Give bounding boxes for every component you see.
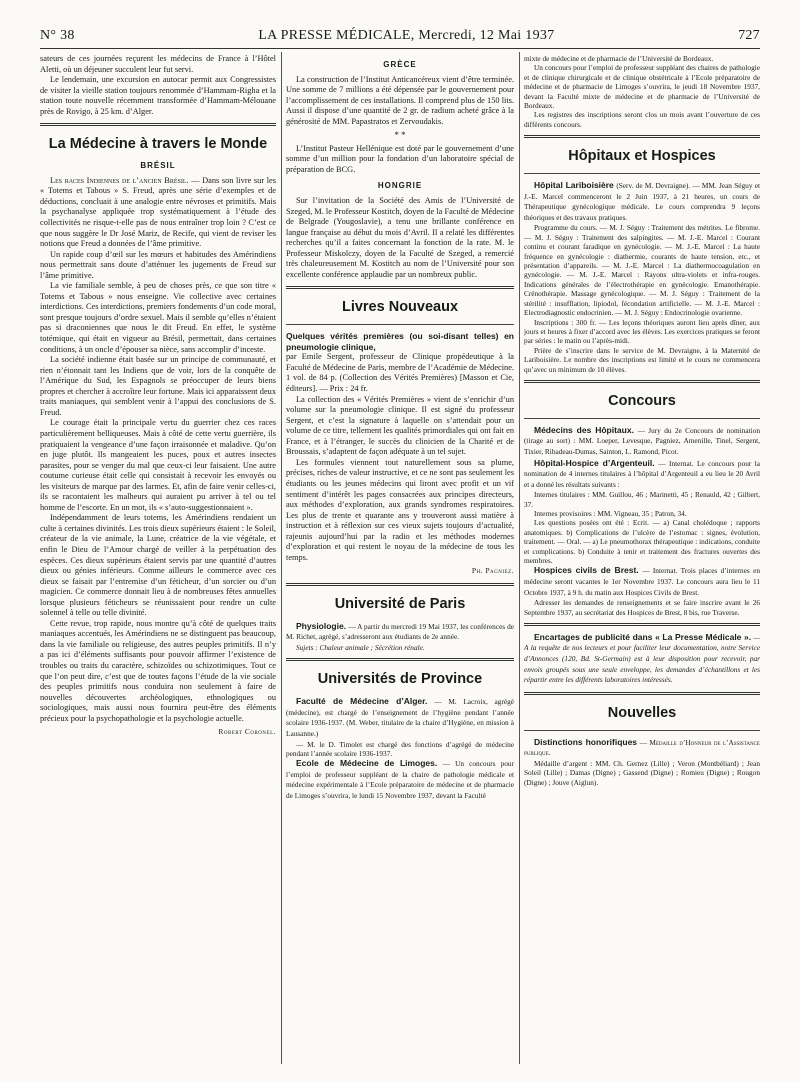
divider (286, 583, 514, 586)
journal-title: LA PRESSE MÉDICALE, Mercredi, 12 Mai 1937 (258, 28, 555, 43)
book-title: Quelques vérités premières (ou soi-disant telles) en pneumologie clinique, (286, 331, 514, 352)
paragraph: La collection des « Vérités Premières » vient de s’enrichir d’un volume sur la pneumologie clinique. Il est signé du professeur Sergent, et c’est la signature à laquelle on s’attendait pour un volume de ce titre, tellement les qualités primordiales qui ont fait en France, et à l’étranger, le succès du clinicien de la Charité et de Broussais, s’adaptent de façon adéquate à un tel sujet. (286, 394, 514, 457)
running-header (40, 28, 760, 46)
divider (524, 173, 760, 174)
paragraph: Adresser les demandes de renseignements et se faire inscrire avant le 26 Septembre 1937, au secrétariat des Hospices de Brest, 8 bis, rue Traverse. (524, 598, 760, 617)
paragraph: Indépendamment de leurs totems, les Amérindiens rendaient un culte à certaines divinités. Les trois dieux supérieurs étaient : le Soleil, créateur de la vie animale, la Lune, créatrice de la vie végétale, et enfin le Dieu de l’Amour chargé de veiller à la perpétuation des espèces. Ces dieux supérieurs étaient servis par une quantité d’autres dieux ou génies inférieurs. Comme ailleurs le commerce avec ces dieux se faisait par l’entremise d’un féticheur, d’un sorcier ou d’un magicien. Ce commerce donnait lieu à de nombreuses fêtes annuelles lorsque plusieurs féticheurs se réunissaient pour rendre un culte solennel à telle ou telle divinité. (40, 513, 276, 618)
paragraph: — Internat. Trois places d’internes en médecine seront vacantes le 1er Novembre 1937. Le concours aura lieu le 11 Octobre 1937, à 9 h. du matin aux Hospices Civils de Brest. (524, 566, 760, 597)
paragraph: Les registres des inscriptions seront clos un mois avant l’ouverture de ces différents concours. (524, 110, 760, 129)
paragraph: Médaille d’argent : MM. Ch. Gernez (Lille) ; Veron (Montbéliard) ; Jean Soleil (Lille) ; Damas (Digne) ; Gassend (Digne) ; Romieu (Digne) ; Rougon (Digne) ; Jouve (Aiglun). (524, 758, 760, 787)
paragraph: — M. Lacroix, agrégé (médecine), est chargé de l’enseignement de l’hygiène pendant l’année scolaire 1936-1937. (M. Weber, titulaire de la chaire d’Hygiène, en mission à Lausanne.) (286, 697, 514, 739)
paragraph: — A partir du mercredi 19 Mai 1937, les conférences de M. Richet, agrégé, s’adresseront aux étudiants de 2e année. (286, 621, 514, 642)
article-lead: Ecole de Médecine de Limoges. (296, 758, 438, 769)
column-middle (286, 54, 514, 1064)
article-lead: Les races Indiennes de l’ancien Brésil. (50, 175, 189, 185)
signature: Ph. Pagniez. (471, 566, 514, 576)
paragraph: — Médaille d’Honneur de l’Assistance publique. (524, 737, 760, 758)
separator-stars: * * (394, 130, 406, 141)
paragraph: Un concours pour l’emploi de professeur suppléant des chaires de pathologie et de clinique chirurgicale et de clinique obstétricale à l’Ecole préparatoire de médecine et de pharmacie de Limoges s’ouvrira, le jeudi 18 Novembre 1937, devant la Faculté mixte de médecine et de pharmacie de l’Université de Bordeaux. (524, 63, 760, 111)
article-lead: Hôpital-Hospice d’Argenteuil. (534, 457, 655, 468)
paragraph: Prière de s’inscrire dans le service de M. Devraigne, à la Maternité de Lariboisière. Le nombre des inscriptions est limité et le cours ne commencera qu’avec un minimum de 10 élèves. (524, 345, 760, 374)
column-right (524, 54, 760, 1064)
issue-number: N° 38 (40, 28, 75, 43)
paragraph: — Internat. Le concours pour la nomination de 4 internes titulaires à l’hôpital d’Argenteuil a eu lieu le 20 Avril et a donné les résultats suivants : (524, 458, 760, 489)
divider (286, 658, 514, 661)
section-title: Livres Nouveaux (341, 299, 459, 316)
article-lead: Hôpital Lariboisière (534, 180, 614, 191)
paragraph: — Dans son livre sur les « Totems et Tabous » S. Freud, après une série d’exemples et de déductions, concluait à une analogie entre névroses et primitifs. Mais la psychanalyse appliquée trop systématiquement à l’étude des collectivités ne risque-t-elle pas de nous entraîner trop loin ? C’est ce que nous suggère le Dr José Mariz, de Recife, qui vient de reviser les notions que Freud a données de l’âme primitive. (40, 175, 276, 249)
paragraph: Le courage était la principale vertu du guerrier chez ces races particulièrement belliqueuses. Mais à côté de cette vertu guerrière, ils pratiquaient la vengeance d’une façon irraisonnée et maladive. Qu’on en juge plutôt. Ils mangeaient les puces, poux et autres insectes parasites, pour se venger du mal que ceux-ci leur faisaient. Une autre coutume curieuse était celle qui consistait à recevoir les envoyés ou les visiteurs de marque par des larmes. Et, afin de faire venir celles-ci, ils se racontaient les malheurs qui auraient pu arriver à tel ou tel homme de l’escorte. En un mot, ils « s’auto-suggestionnaient ». (40, 418, 276, 512)
paragraph: sateurs de ces journées reçurent les médecins de France à l’Hôtel Aletti, où un déjeuner succulent leur fut servi. (40, 54, 276, 74)
article-lead: Médecins des Hôpitaux. (534, 424, 634, 435)
paragraph: La construction de l’Institut Anticancéreux vient d’être terminée. Une somme de 7 millions a été dépensée par le gouvernement pour l’accomplissement de ces installations. Il comprend plus de 150 lits. Aussi il dispose d’une quantité de 2 gr. de radium acheté grâce à la générosité de MM. Papastratos et Zervoudakis. (286, 74, 514, 126)
paragraph: Programme du cours. — M. J. Séguy : Traitement des métrites. Le fibrome. — M. J. Séguy : Traitement des salpingites. — M. J.-E. Marcel : Courant continu et courant faradique en gynécologie. — M. J.-E. Marcel : La haute fréquence en gynécologie : diathermie, courants de haute tension, etc., et présentation d’appareils. — M. J.-E. Marcel : La diathermocoagulation en gynécologie. — M. J.-E. Marcel : Rayons ultra-violets et infra-rouges. Indications générales de l’électrothérapie en gynécologie. Emanothérapie. Crénothérapie. Massage gynécologique. — M. J. Séguy : Traitement de la stérilité : insufflation, lipiodol, fécondation artificielle. — M. J.-E. Marcel : Electrodiagnostic endocrinien. — M. J. Séguy : Endocrinologie ovarienne. (524, 223, 760, 318)
page-number: 727 (738, 28, 760, 43)
paragraph: Inscriptions : 300 fr. — Les leçons théoriques auront lieu après dîner, aux jours et heures à fixer d’accord avec les élèves. Les exercices pratiques se feront par séries : le matin ou l’après-midi. (524, 317, 760, 346)
paragraph: — Jury du 2e Concours de nomination (tirage au sort) : MM. Loeper, Levesque, Pagniez, Amenille, Tinel, Sergent, Tixier, Ribadeau-Dumas, Sainton, L. Ramond, Picot. (524, 425, 760, 457)
paragraph: Internes provisoires : MM. Vigneau, 35 ; Patron, 34. (534, 509, 687, 519)
paragraph: — M. le D. Timolet est chargé des fonctions d’agrégé de médecine pendant l’année scolaire 1936-1937. (286, 739, 514, 758)
section-title: Nouvelles (607, 704, 677, 721)
section-title: Universités de Province (317, 671, 483, 688)
signature: Robert Coronel. (218, 727, 276, 737)
column-divider (281, 52, 282, 1064)
divider (286, 286, 514, 289)
divider (524, 730, 760, 731)
paragraph: Le lendemain, une excursion en autocar permit aux Congressistes de visiter la vieille station toujours renommée d’Hammam-Righa et la station toute nouvelle récemment transformée d’Hammam-Mélouane près de Rovigo, à 25 km. d’Alger. (40, 75, 276, 116)
section-title: La Médecine à travers le Monde (48, 136, 268, 153)
paragraph: L’Institut Pasteur Hellénique est doté par le gouvernement d’une somme d’un million pour la fondation d’un laboratoire spécial de préparation de BCG. (286, 143, 514, 174)
header-rule (40, 48, 760, 49)
divider (286, 324, 514, 325)
book-meta: par Emile Sergent, professeur de Clinique propédeutique à la Faculté de Médecine de Paris, membre de l’Académie de Médecine. 1 vol. de 84 p. (Collection des Vérités Premières) [Masson et Cie, éditeurs]. — Prix : 24 fr. (286, 352, 514, 394)
article-lead: Distinctions honorifiques (534, 736, 638, 747)
subsection-title: GRÈCE (383, 60, 417, 69)
paragraph: Un rapide coup d’œil sur les mœurs et habitudes des Amérindiens nous permettrait sans doute d’atténuer les jugements de Freud sur l’âme primitive. (40, 249, 276, 280)
subsection-title: BRÉSIL (140, 161, 176, 171)
divider (524, 418, 760, 419)
paragraph: — A la requête de nos lecteurs et pour faciliter leur documentation, notre Service d’Annonces (120, Bd. St-Germain) est à leur disposition pour recevoir, par envois groupés sous une seule enveloppe, les demandes d’échantillons et les répartir entre les différents laboratoires intéressés. (524, 632, 760, 685)
article-lead: Faculté de Médecine d’Alger. (296, 696, 428, 707)
paragraph: La vie familiale semble, à peu de choses près, ce que son titre « Totems et Tabous » nous enseigne. Vie collective avec certaines interdictions. Ces interdictions, premiers fondements d’un code moral, sont presque toujours d’ordre sexuel. Mais il semble qu’elles n’étaient pas si draconiennes que nous le dit Freud. En effet, le système totémique, qui était en vigueur au Brésil, permettait, dans certaines conditions, à un oncle d’épouser sa nièce, sans accomplir d’inceste. (40, 281, 276, 354)
divider (524, 692, 760, 695)
paragraph: Les formules viennent tout naturellement sous sa plume, précises, riches de valeur instructive, et ce ne sont pas seulement les étudiants ou les jeunes médecins qui liront avec profit et un vif sentiment d’intérêt les pages consacrées aux principes directeurs, aux méthodes d’exploration, aux grands syndromes respiratoires. Les plus de trente et quarante ans y trouveront aussi matière à instruction et à réflexion sur ces vieux sujets toujours d’actualité, rajeunis aujourd’hui par la radio et les méthodes modernes d’exploration et qui restent le noyau de la médecine de tous les temps. (286, 457, 514, 562)
section-title: Hôpitaux et Hospices (568, 148, 716, 165)
article-lead: Physiologie. (296, 620, 347, 631)
paragraph: Les questions posées ont été : Ecrit. — a) Canal cholédoque ; rapports anatomiques. b) Complications de l’ulcère de l’estomac : signes, évolution, traitement. — Oral. — a) Le pneumothorax thérapeutique : indications, conduite et complications. b) Conduite à tenir et traitement des fractures ouvertes des membres. (524, 518, 760, 566)
paragraph: — Un concours pour l’emploi de professeur suppléant de la chaire de pathologie médicale et médecine expérimentale à l’Ecole préparatoire de médecine et de pharmacie de Limoges s’ouvrira, le lundi 15 Novembre 1937, devant la Faculté (286, 759, 514, 801)
paragraph: Cette revue, trop rapide, nous montre qu’à côté de quelques traits maniaques accentués, les Amérindiens ne se distinguent pas beaucoup, dans la vie familiale ou religieuse, des autres peuples primitifs. Il n’y a pas ici d’éléments suffisants pour pouvoir affirmer l’existence de troubles ou traits du caractère, schizoïdes ou schizotimiques. Tout ce que l’on peut dire, c’est que de toutes façons l’étude de la vie sociale des peuples primitifs nous conduira non seulement à faire de nouvelles découvertes archéologiques, ethnologiques ou sociologiques, mais aussi nous fournira peut-être des éléments précieux pour la psychopathologie et la psychologie actuelle. (40, 618, 276, 723)
divider (40, 123, 276, 126)
paragraph: (Serv. de M. Devraigne). — MM. Jean Séguy et J.-E. Marcel commenceront le 2 Juin 1937, à 21 heures, un cours de Thérapeutique gynécologique médicale. Le cours comprendra 9 leçons théoriques et des travaux pratiques. (524, 181, 760, 222)
column-divider (519, 52, 520, 1064)
section-title: Université de Paris (334, 595, 466, 612)
section-title: Concours (608, 392, 676, 409)
article-lead: Hospices civils de Brest. (534, 565, 639, 576)
divider (524, 623, 760, 626)
subsection-title: HONGRIE (377, 181, 423, 191)
paragraph: mixte de médecine et de pharmacie de l’Université de Bordeaux. (524, 54, 714, 63)
note: Sujets : Chaleur animale ; Sécrétion rénale. (296, 642, 425, 652)
paragraph: Internes titulaires : MM. Guillou, 46 ; Marinetti, 45 ; Renauld, 42 ; Gilbert, 37. (524, 490, 760, 509)
paragraph: La société indienne était basée sur un principe de communauté, et rien n’étonnait tant les Indiens que de voir, lors de la conquête de l’Amérique du Sud, les Espagnols se préoccuper de leurs biens propres et chercher à accroître leur fortune. Mais ici apparaissent deux traits maniaques, qui semblent venir à l’appui des conclusions de S. Freud. (40, 355, 276, 417)
article-lead: Encartages de publicité dans « La Presse Médicale ». (534, 631, 752, 642)
paragraph: Sur l’invitation de la Société des Amis de l’Université de Szeged, M. le Professeur Kostitch, doyen de la Faculté de Médecine de Belgrade (Yougoslavie), a tenu une brillante conférence en langue française au début du mois d’Avril. Il a relaté les différentes recherches qu’il a faites concernant la fonction de la rate. M. le Professeur Miskolczy, doyen de la Faculté de Szeged, a remercié très chaleureusement M. Kostitch au nom de l’Université pour son excellente conférence applaudie par un nombreux public. (286, 196, 514, 279)
column-left (40, 54, 276, 1064)
divider (524, 380, 760, 383)
divider (524, 135, 760, 138)
